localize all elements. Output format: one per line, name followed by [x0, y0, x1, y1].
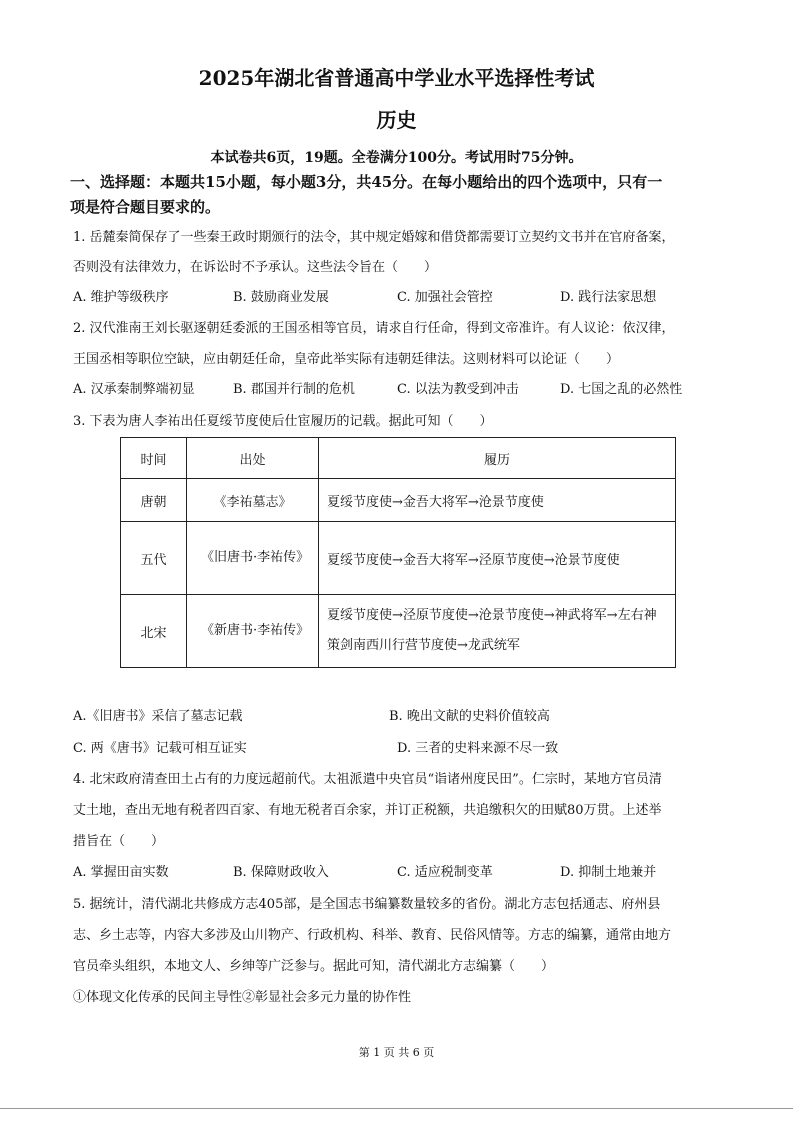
option: A. 掌握田亩实数 — [73, 865, 169, 880]
option: B. 保障财政收入 — [233, 865, 329, 880]
question-text: 3. 下表为唐人李祐出任夏绥节度使后仕宦履历的记载。据此可知（ ） — [73, 414, 493, 429]
option: A. 汉承秦制弊端初显 — [73, 382, 195, 397]
table-row: 五代 《旧唐书·李祐传》 夏绥节度使→金吾大将军→泾原节度使→沧景节度使 — [121, 522, 676, 595]
option: B. 鼓励商业发展 — [233, 290, 329, 305]
option: B. 郡国并行制的危机 — [233, 382, 355, 397]
question-text: ①体现文化传承的民间主导性②彰显社会多元力量的协作性 — [73, 990, 412, 1005]
question-text: 5. 据统计，清代湖北共修成方志405部，是全国志书编纂数量较多的省份。湖北方志包括通志、府州县 — [73, 897, 661, 912]
exam-info: 本试卷共6页，19题。全卷满分100分。考试用时75分钟。 — [210, 150, 583, 166]
question-text: 王国丞相等职位空缺，应由朝廷任命，皇帝此举实际有违朝廷律法。这则材料可以论证（ ） — [73, 352, 620, 367]
question-text: 4. 北宋政府清查田土占有的力度远超前代。太祖派遣中央官员“诣诸州度民田”。仁宗时，某地方官员清 — [73, 772, 662, 787]
option: A. 维护等级秩序 — [73, 290, 169, 305]
exam-title: 2025年湖北省普通高中学业水平选择性考试 — [198, 66, 595, 90]
question-text: 志、乡土志等，内容大多涉及山川物产、行政机构、科举、教育、民俗风情等。方志的编纂，通常由地方 — [73, 928, 672, 943]
section-heading: 一、选择题：本题共15小题，每小题3分，共45分。在每小题给出的四个选项中，只有一 — [70, 173, 663, 191]
option: D. 七国之乱的必然性 — [560, 382, 683, 397]
option: C. 适应税制变革 — [397, 865, 493, 880]
question-text: 2. 汉代淮南王刘长驱逐朝廷委派的王国丞相等官员，请求自行任命，得到文帝准许。有人议论：依汉律， — [73, 321, 675, 336]
career-table — [120, 437, 676, 668]
question-text: 丈土地，查出无地有税者四百家、有地无税者百余家，并订正税额，共追缴积欠的田赋80万贯。上述举 — [73, 803, 662, 818]
question-text: 1. 岳麓秦简保存了一些秦王政时期颁行的法令，其中规定婚嫁和借贷都需要订立契约文书并在官府备案， — [73, 230, 675, 245]
table-row: 北宋 《新唐书·李祐传》 夏绥节度使→泾原节度使→沧景节度使→神武将军→左右神策剑南西川行营节度使→龙武统军 — [121, 595, 676, 668]
question-text: 措旨在（ ） — [73, 834, 165, 849]
page-divider — [0, 1108, 793, 1109]
option: C. 以法为教受到冲击 — [397, 382, 519, 397]
option: C. 两《唐书》记载可相互证实 — [73, 741, 247, 756]
table-header: 时间 — [121, 438, 187, 479]
option: D. 抑制土地兼并 — [560, 865, 657, 880]
option: A.《旧唐书》采信了墓志记载 — [73, 709, 243, 724]
option: B. 晚出文献的史料价值较高 — [389, 709, 550, 724]
subject-title: 历史 — [376, 108, 417, 132]
question-text: 官员牵头组织，本地文人、乡绅等广泛参与。据此可知，清代湖北方志编纂（ ） — [73, 959, 555, 974]
option: C. 加强社会管控 — [397, 290, 493, 305]
table-header: 履历 — [319, 438, 676, 479]
option: D. 践行法家思想 — [560, 290, 657, 305]
table-header: 出处 — [187, 438, 319, 479]
option: D. 三者的史料来源不尽一致 — [397, 741, 559, 756]
question-text: 否则没有法律效力，在诉讼时不予承认。这些法令旨在（ ） — [73, 260, 438, 275]
table-row: 唐朝 《李祐墓志》 夏绥节度使→金吾大将军→沧景节度使 — [121, 479, 676, 522]
section-heading: 项是符合题目要求的。 — [70, 198, 221, 216]
page-footer: 第 1 页 共 6 页 — [358, 1046, 435, 1059]
